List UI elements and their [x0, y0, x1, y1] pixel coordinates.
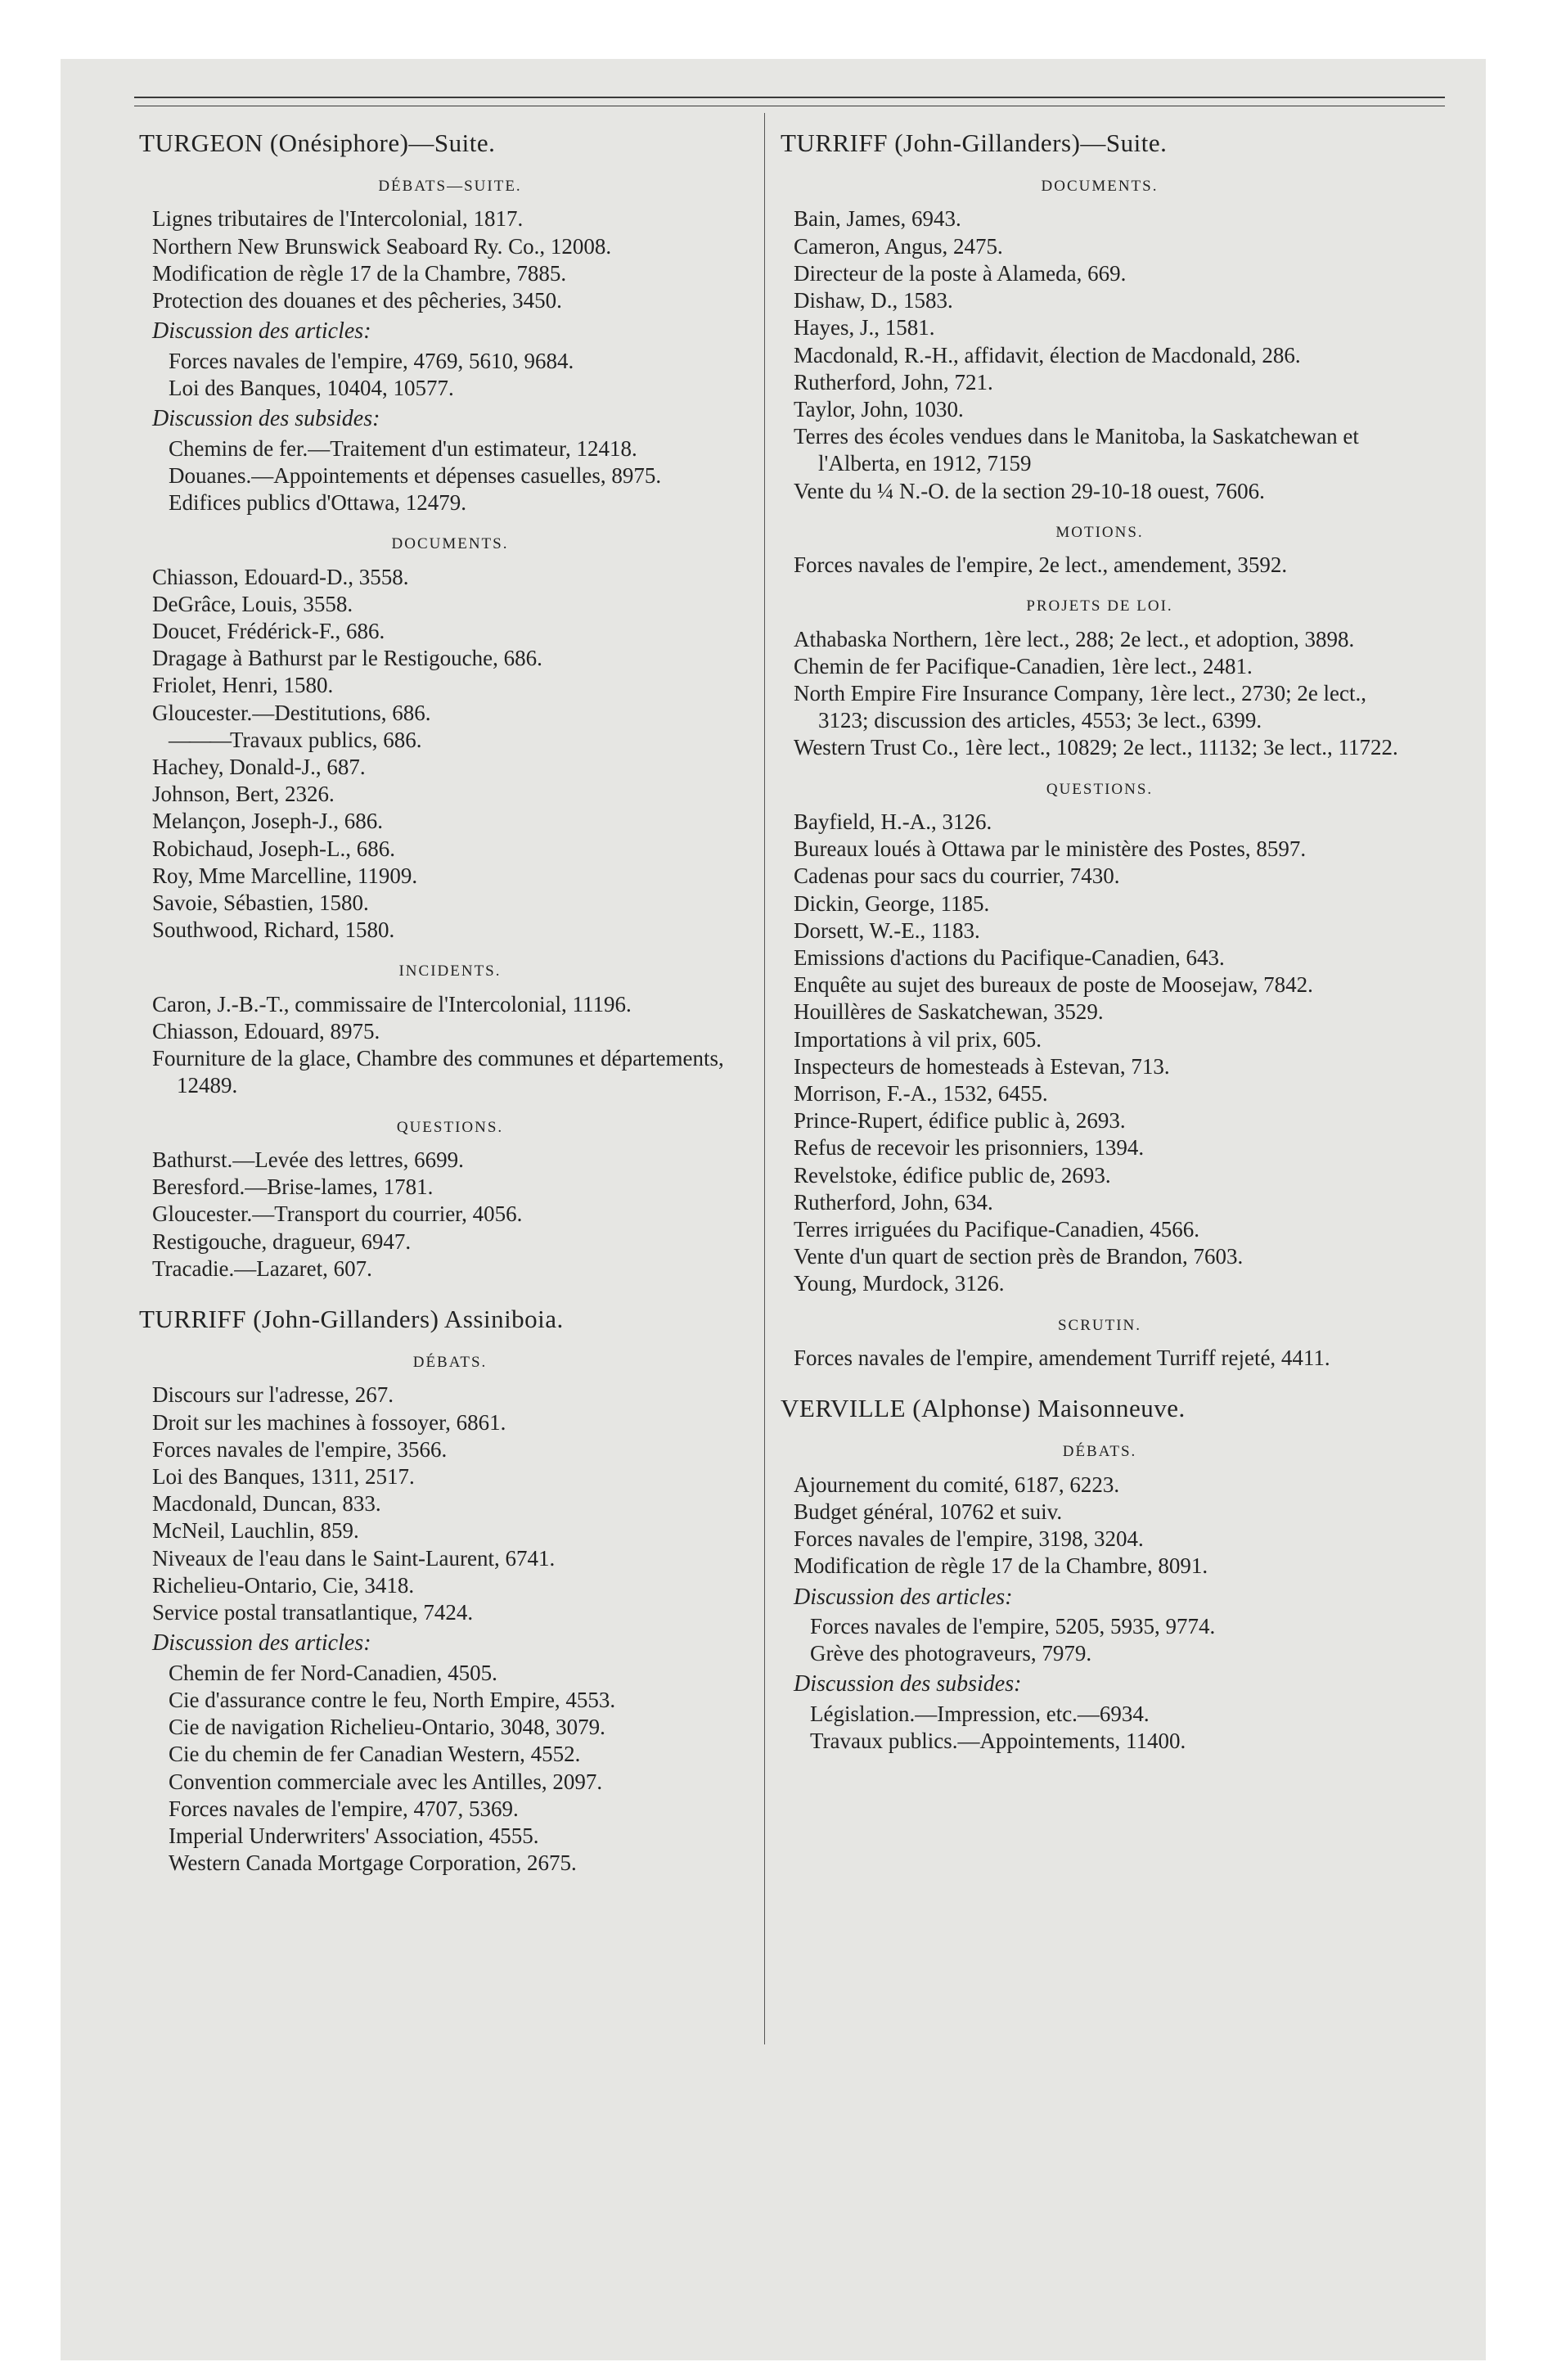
list-item: Dorsett, W.-E., 1183. — [794, 917, 980, 943]
list-item: Houillères de Saskatchewan, 3529. — [794, 999, 1104, 1025]
list-item: Forces navales de l'empire, 4707, 5369. — [169, 1796, 519, 1821]
list-item: Northern New Brunswick Seaboard Ry. Co., 12008. — [152, 233, 612, 259]
right-column — [781, 128, 1419, 1755]
list-item: Discours sur l'adresse, 267. — [152, 1382, 394, 1408]
entry-header: TURRIFF (John-Gillanders) Assiniboia. — [139, 1304, 564, 1333]
index-list — [139, 205, 761, 314]
section-label: QUESTIONS. — [1046, 780, 1154, 798]
list-item: Grève des photograveurs, 7979. — [810, 1641, 1092, 1666]
list-item: Droit sur les machines à fossoyer, 6861. — [152, 1409, 506, 1435]
list-item: Bathurst.—Levée des lettres, 6699. — [152, 1147, 464, 1172]
list-item: North Empire Fire Insurance Company, 1ère lect., 2730; 2e lect., 3123; discussion des articles, 4553; 3e lect., 6399. — [794, 681, 1367, 733]
left-column — [139, 128, 761, 1877]
index-list — [781, 626, 1419, 762]
index-list — [781, 1701, 1419, 1755]
list-item: Cie du chemin de fer Canadian Western, 4552. — [169, 1742, 581, 1767]
list-item: Vente d'un quart de section près de Brandon, 7603. — [794, 1244, 1244, 1269]
list-item: Dishaw, D., 1583. — [794, 288, 953, 313]
list-item: Terres irriguées du Pacifique-Canadien, 4566. — [794, 1217, 1199, 1242]
section-label: INCIDENTS. — [398, 962, 502, 980]
list-item: Cie d'assurance contre le feu, North Empire, 4553. — [169, 1687, 616, 1712]
list-item: Chiasson, Edouard, 8975. — [152, 1018, 380, 1044]
list-item: Bain, James, 6943. — [794, 206, 961, 232]
section-label: DÉBATS. — [1062, 1443, 1137, 1461]
list-item: Modification de règle 17 de la Chambre, 8091. — [794, 1553, 1208, 1579]
list-item: Directeur de la poste à Alameda, 669. — [794, 260, 1127, 286]
section-label: SCRUTIN. — [1057, 1316, 1142, 1334]
list-item: Friolet, Henri, 1580. — [152, 673, 334, 698]
list-item: Forces navales de l'empire, 3198, 3204. — [794, 1526, 1144, 1552]
section-label: DOCUMENTS. — [391, 535, 509, 553]
column-divider — [764, 113, 765, 2044]
list-item: Dragage à Bathurst par le Restigouche, 686. — [152, 646, 542, 671]
index-list — [139, 435, 761, 517]
list-item: Young, Murdock, 3126. — [794, 1271, 1005, 1296]
section-label: DÉBATS. — [412, 1354, 488, 1372]
list-item: Roy, Mme Marcelline, 11909. — [152, 863, 418, 888]
list-item: Restigouche, dragueur, 6947. — [152, 1228, 412, 1254]
index-list — [139, 1147, 761, 1282]
list-item: Bayfield, H.-A., 3126. — [794, 809, 992, 835]
list-item: Travaux publics.—Appointements, 11400. — [810, 1729, 1186, 1754]
list-item: Loi des Banques, 10404, 10577. — [169, 375, 454, 400]
index-list — [781, 1613, 1419, 1667]
index-list — [781, 809, 1419, 1298]
list-item: Emissions d'actions du Pacifique-Canadien, 643. — [794, 945, 1225, 971]
list-item: Loi des Banques, 1311, 2517. — [152, 1464, 415, 1490]
section-label: DÉBATS—SUITE. — [378, 178, 522, 196]
list-item: Western Trust Co., 1ère lect., 10829; 2e lect., 11132; 3e lect., 11722. — [794, 735, 1398, 760]
entry-header: VERVILLE (Alphonse) Maisonneuve. — [781, 1394, 1186, 1423]
list-item: Service postal transatlantique, 7424. — [152, 1600, 474, 1625]
list-item: Melançon, Joseph-J., 686. — [152, 809, 383, 834]
index-list — [139, 991, 761, 1100]
list-item: Cadenas pour sacs du courrier, 7430. — [794, 863, 1120, 889]
list-item: Robichaud, Joseph-L., 686. — [152, 836, 395, 861]
list-item: Edifices publics d'Ottawa, 12479. — [169, 489, 467, 515]
section-label: QUESTIONS. — [396, 1118, 504, 1136]
index-list — [139, 348, 761, 402]
index-list — [781, 1345, 1419, 1372]
section-label: MOTIONS. — [1055, 523, 1144, 541]
list-item: Bureaux loués à Ottawa par le ministère des Postes, 8597. — [794, 836, 1307, 862]
list-item: ——— Travaux publics, 686. — [139, 727, 761, 754]
list-item: Forces navales de l'empire, 3566. — [152, 1436, 448, 1462]
list-item: Cie de navigation Richelieu-Ontario, 3048, 3079. — [169, 1715, 605, 1740]
list-item: Inspecteurs de homesteads à Estevan, 713. — [794, 1053, 1170, 1079]
header-rule — [134, 97, 1445, 106]
list-item: Southwood, Richard, 1580. — [152, 917, 395, 943]
index-list — [781, 552, 1419, 579]
subsection-label: Discussion des subsides: — [152, 406, 380, 432]
subsection-label: Discussion des articles: — [794, 1584, 1013, 1610]
list-item: Beresford.—Brise-lames, 1781. — [152, 1174, 434, 1200]
list-item: Rutherford, John, 634. — [794, 1189, 993, 1215]
section-label: DOCUMENTS. — [1041, 178, 1159, 196]
index-list — [139, 1660, 761, 1877]
list-item: Ajournement du comité, 6187, 6223. — [794, 1472, 1120, 1497]
index-list — [781, 1472, 1419, 1580]
list-item: Prince-Rupert, édifice public à, 2693. — [794, 1108, 1126, 1134]
list-item: Enquête au sujet des bureaux de poste de Moosejaw, 7842. — [794, 972, 1313, 998]
index-list — [781, 205, 1419, 504]
list-item: Budget général, 10762 et suiv. — [794, 1499, 1063, 1524]
list-item: Gloucester.—Destitutions, 686. — [152, 700, 431, 725]
list-item: Hachey, Donald-J., 687. — [152, 754, 366, 779]
list-item: Forces navales de l'empire, amendement Turriff rejeté, 4411. — [794, 1346, 1330, 1371]
list-item: Hayes, J., 1581. — [794, 315, 935, 340]
entry-header: TURGEON (Onésiphore)—Suite. — [139, 128, 496, 157]
list-item: Macdonald, R.-H., affidavit, élection de Macdonald, 286. — [794, 342, 1301, 367]
list-item: Niveaux de l'eau dans le Saint-Laurent, 6741. — [152, 1545, 556, 1571]
list-item: Importations à vil prix, 605. — [794, 1026, 1042, 1052]
list-item: Caron, J.-B.-T., commissaire de l'Intercolonial, 11196. — [152, 991, 632, 1016]
list-item: Athabaska Northern, 1ère lect., 288; 2e lect., et adoption, 3898. — [794, 626, 1355, 651]
list-item: Doucet, Frédérick-F., 686. — [152, 618, 385, 643]
subsection-label: Discussion des articles: — [152, 318, 371, 345]
list-item: Chemin de fer Nord-Canadien, 4505. — [169, 1660, 497, 1685]
list-item: Taylor, John, 1030. — [794, 396, 964, 421]
list-item: Chiasson, Edouard-D., 3558. — [152, 564, 409, 589]
list-item: DeGrâce, Louis, 3558. — [152, 591, 353, 616]
section-label: PROJETS DE LOI. — [1026, 597, 1173, 615]
list-item: Fourniture de la glace, Chambre des communes et départements, 12489. — [152, 1046, 724, 1098]
list-item: Forces navales de l'empire, 4769, 5610, 9684. — [169, 348, 574, 373]
list-item: Forces navales de l'empire, 5205, 5935, 9774. — [810, 1613, 1216, 1639]
list-item: Chemin de fer Pacifique-Canadien, 1ère lect., 2481. — [794, 653, 1253, 678]
list-item: Modification de règle 17 de la Chambre, 7885. — [152, 260, 567, 286]
list-item: Lignes tributaires de l'Intercolonial, 1817. — [152, 206, 524, 232]
page-sheet — [61, 59, 1486, 2360]
list-item: Chemins de fer.—Traitement d'un estimateur, 12418. — [169, 435, 637, 461]
list-item: Dickin, George, 1185. — [794, 890, 990, 916]
list-item: Savoie, Sébastien, 1580. — [152, 890, 369, 915]
subsection-label: Discussion des subsides: — [794, 1671, 1022, 1697]
list-item: Refus de recevoir les prisonniers, 1394. — [794, 1135, 1145, 1161]
list-item: Johnson, Bert, 2326. — [152, 782, 335, 807]
list-item: Protection des douanes et des pêcheries, 3450. — [152, 288, 562, 313]
list-item: Rutherford, John, 721. — [794, 369, 993, 394]
list-item: Macdonald, Duncan, 833. — [152, 1491, 381, 1517]
list-item: Cameron, Angus, 2475. — [794, 233, 1003, 259]
list-item: Imperial Underwriters' Association, 4555. — [169, 1823, 539, 1848]
list-item: Tracadie.—Lazaret, 607. — [152, 1255, 372, 1281]
index-list — [139, 564, 761, 944]
list-item: Richelieu-Ontario, Cie, 3418. — [152, 1572, 415, 1598]
list-item: Morrison, F.-A., 1532, 6455. — [794, 1081, 1048, 1107]
subsection-label: Discussion des articles: — [152, 1630, 371, 1657]
index-list — [139, 1382, 761, 1626]
list-item: Douanes.—Appointements et dépenses casuelles, 8975. — [169, 462, 662, 488]
list-item: Forces navales de l'empire, 2e lect., amendement, 3592. — [794, 552, 1288, 578]
entry-header: TURRIFF (John-Gillanders)—Suite. — [781, 128, 1168, 157]
list-item: Législation.—Impression, etc.—6934. — [810, 1701, 1150, 1726]
list-item: Western Canada Mortgage Corporation, 2675. — [169, 1850, 577, 1876]
list-item: Terres des écoles vendues dans le Manitoba, la Saskatchewan et l'Alberta, en 1912, 7159 — [794, 424, 1359, 476]
list-item: McNeil, Lauchlin, 859. — [152, 1518, 359, 1544]
list-item: Gloucester.—Transport du courrier, 4056. — [152, 1201, 523, 1227]
list-item: Vente du ¼ N.-O. de la section 29-10-18 ouest, 7606. — [794, 478, 1265, 503]
list-item: Convention commerciale avec les Antilles, 2097. — [169, 1769, 603, 1794]
list-item: Revelstoke, édifice public de, 2693. — [794, 1162, 1111, 1188]
